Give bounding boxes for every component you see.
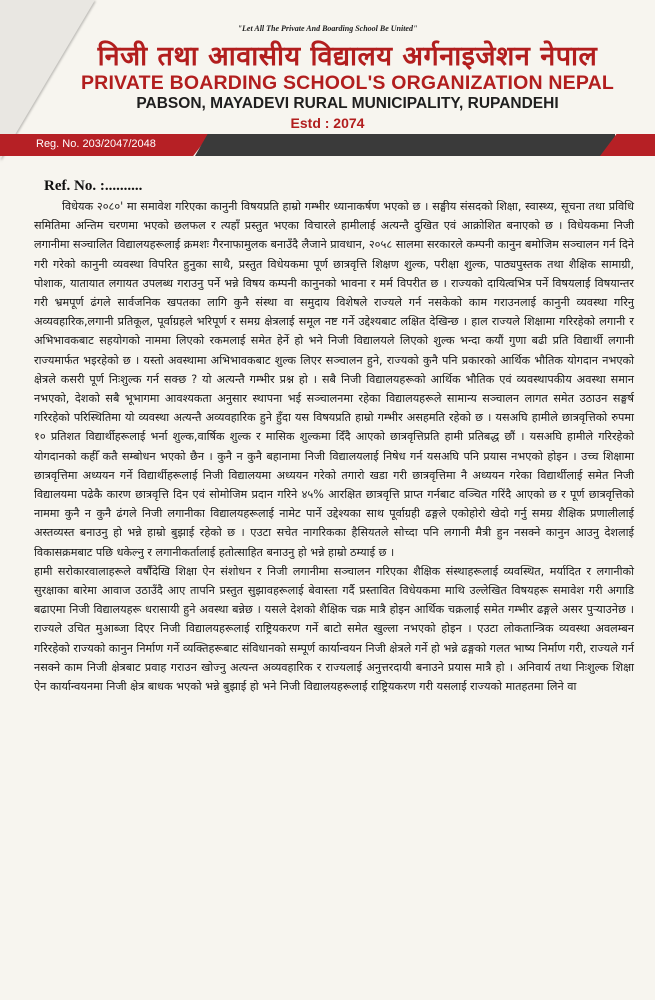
letterhead-tagline: "Let All The Private And Boarding School Be United" bbox=[237, 24, 418, 33]
body-paragraph-2: हामी सरोकारवालाहरूले वर्षौंदेखि शिक्षा ऐन संशोधन र निजी लगानीमा सञ्चालन गरिएका शैक्षिक संस्थाहरूलाई व्यवस्थित, मर्यादित र लगानीको सुरक्षाका बारेमा आवाज उठाउँदै आए तापनि प्रस्तुत सुझावहरूलाई बेवास्ता गर्दै प्रस्तावित विधेयकमा माथि उल्लेखित विषयहरू समावेश गरी अगाडि बढाएमा निजी विद्यालयहरू धरासायी हुने अवस्था बन्नेछ । यसले देशको शैक्षिक चक्र मात्रै होइन आर्थिक चक्रलाई समेत गम्भीर ढङ्गले असर पुऱ्याउनेछ । राज्यले उचित मुआब्जा दिएर निजी विद्यालयहरूलाई राष्ट्रियकरण गर्ने बाटो समेत खुल्ला नभएको होइन । एउटा लोकतान्त्रिक व्यवस्था अवलम्बन गरिरहेको राज्यको कानुन निर्माण गर्ने व्यक्तिहरूबाट संविधानको सम्पूर्ण कार्यान्वयन निजी क्षेत्रले गर्ने हो भन्ने ढङ्गको गलत भाष्य निर्माण गरी, राज्यले गर्न नसक्ने काम निजी क्षेत्रबाट प्रवाह गराउन खोज्नु अत्यन्त अव्यवहारिक र राज्यलाई अनुत्तरदायी बनाउने प्रयास मात्रै हो । अनिवार्य तथा निःशुल्क शिक्षा ऐन कार्यान्वयनमा निजी क्षेत्र बाधक भएको भन्ने बुझाई हो भने निजी विद्यालयहरूलाई राष्ट्रियकरण गरी यसलाई राज्यको मातहतमा लिने वा bbox=[34, 564, 634, 694]
body-paragraph-1: विधेयक २०८०' मा समावेश गरिएका कानुनी विषयप्रति हाम्रो गम्भीर ध्यानाकर्षण भएको छ । सङ्घीय संसदको शिक्षा, स्वास्थ्य, सूचना तथा प्रविधि समितिमा अन्तिम चरणमा भएको छलफल र त्यहाँ प्रस्तुत भएका विचारले हामीलाई अत्यन्तै दुखित एवं आक्रोशित बनाएको छ । विधेयकमा निजी लगानीमा सञ्चालित विद्यालयहरूलाई क्रमशः गैरनाफामुलक बनाउँदै लैजाने प्रावधान, २०५८ सालमा सरकारले कम्पनी कानुन बमोजिम सञ्चालन गर्न दिने गरी गरेको कानुनी व्यवस्था विपरित हुनुका साथै, प्रस्तुत विधेयकमा पूर्ण छात्रवृत्ति शिक्षण शुल्क, परीक्षा शुल्क, पाठ्यपुस्तक तथा शैक्षिक सामाग्री, पोशाक, यातायात लगायत उपलब्ध गराउनु पर्ने भन्ने विषय कम्पनी कानुनको भावना र मर्म विपरीत छ । राज्यको दायित्वभित्र पर्ने विषयलाई विषयान्तर गरी भ्रमपूर्ण ढंगले सार्वजनिक खपतका लागि कुनै संस्था वा समुदाय विशेषले राज्यले गर्न नसकेको काम गराउनलाई कानुनी व्यवस्था गरिनु अव्यवहारिक,लगानी प्रतिकूल, पूर्वाग्रहले भरिपूर्ण र समग्र क्षेत्रलाई समूल नष्ट गर्ने उद्देश्यबाट लक्षित देखिन्छ । हाल राज्यले शिक्षामा गरिरहेको लगानी र अभिभावकबाट सहयोगको नाममा लिएको रकमलाई समेत हेर्ने हो भने निजी विद्यालयले लिएको शुल्क भन्दा कयौं गुणा बढी प्रति विद्यार्थी लगानी राज्यमार्फत भइरहेको छ । यस्तो अवस्थामा अभिभावकबाट शुल्क लिएर सञ्चालन हुने, राज्यको कुनै पनि प्रकारको आर्थिक भौतिक योगदान नभएको क्षेत्रले कसरी पूर्ण निःशुल्क गर्न सक्छ ? यो अत्यन्तै गम्भीर प्रश्न हो । सबै निजी विद्यालयहरूको आर्थिक भौतिक एवं व्यवस्थापकीय अवस्था समान नभएको, देशको सबै भूभागमा आवश्यकता अनुसार स्थापना भई सञ्चालनमा रहेका विद्यालयहरूले सामान्य सञ्चालन लागत समेत उठाउन सङ्घर्ष गरिरहेको परिस्थितिमा यो व्यवस्था अत्यन्तै अव्यवहारिक हुने हुँदा यस विषयप्रति हाम्रो गम्भीर असहमति रहेको छ । यसअघि हामीले छात्रवृत्तिको रुपमा १० प्रतिशत विद्यार्थीहरूलाई भर्ना शुल्क,वार्षिक शुल्क र मासिक शुल्कमा दिँदै आएको छात्रवृत्तिप्रति हामी प्रतिबद्ध छौं । यसअघि हामीले गरिरहेको योगदानको कहीँ कतै सम्बोधन भएको छैन । कुनै न कुनै बहानामा निजी विद्यालयलाई निषेध गर्न यसअघि पनि प्रयास नभएको होइन । उच्च शिक्षामा छात्रवृत्तिमा अध्ययन गर्ने विद्यार्थीहरूलाई निजी विद्यालयमा अध्ययन गरेको तगारो खडा गरी छात्रवृत्तिमा नै अध्ययन गरेका विद्यार्थीलाई समेत निजी विद्यालयमा पढेकै कारण छात्रवृत्ति दिन एवं सोमोजिम प्रदान गरिने ४५% आरक्षित छात्रवृत्ति प्राप्त गर्नबाट वञ्चित गरिंदै आएको छ र पूर्ण छात्रवृत्तिको नाममा कुनै न कुनै ढंगले निजी लगानीका विद्यालयहरूलाई नामेट पार्ने उद्देश्यका साथ पूर्वाग्रही ढङ्गले एकोहोरो खेदो गर्नु समग्र शैक्षिक प्रणालीलाई अस्तव्यस्त बनाउनु हो भन्ने हाम्रो बुझाई रहेको छ । एउटा सचेत नागरिकका हैसियतले सोच्दा पनि लगानी मैत्री हुन नसक्ने कानुन आउनु देशलाई विकासक्रमबाट पछि धकेल्नु र लगानीकर्तालाई हतोत्साहित बनाउनु हो भन्ने हाम्रो ठम्याई छ । bbox=[34, 200, 634, 559]
letter-body bbox=[34, 197, 634, 696]
established-year: Estd : 2074 bbox=[290, 115, 365, 131]
header-band-dark bbox=[195, 134, 615, 156]
organization-name-nepali: निजी तथा आवासीय विद्यालय अर्गनाइजेशन नेपाल bbox=[97, 41, 598, 72]
registration-number: Reg. No. 203/2047/2048 bbox=[36, 138, 156, 150]
reference-number: Ref. No. :.......... bbox=[44, 178, 143, 194]
organization-name-english: PRIVATE BOARDING SCHOOL'S ORGANIZATION NEPAL bbox=[80, 72, 615, 94]
organization-address: PABSON, MAYADEVI RURAL MUNICIPALITY, RUPANDEHI bbox=[136, 95, 559, 112]
